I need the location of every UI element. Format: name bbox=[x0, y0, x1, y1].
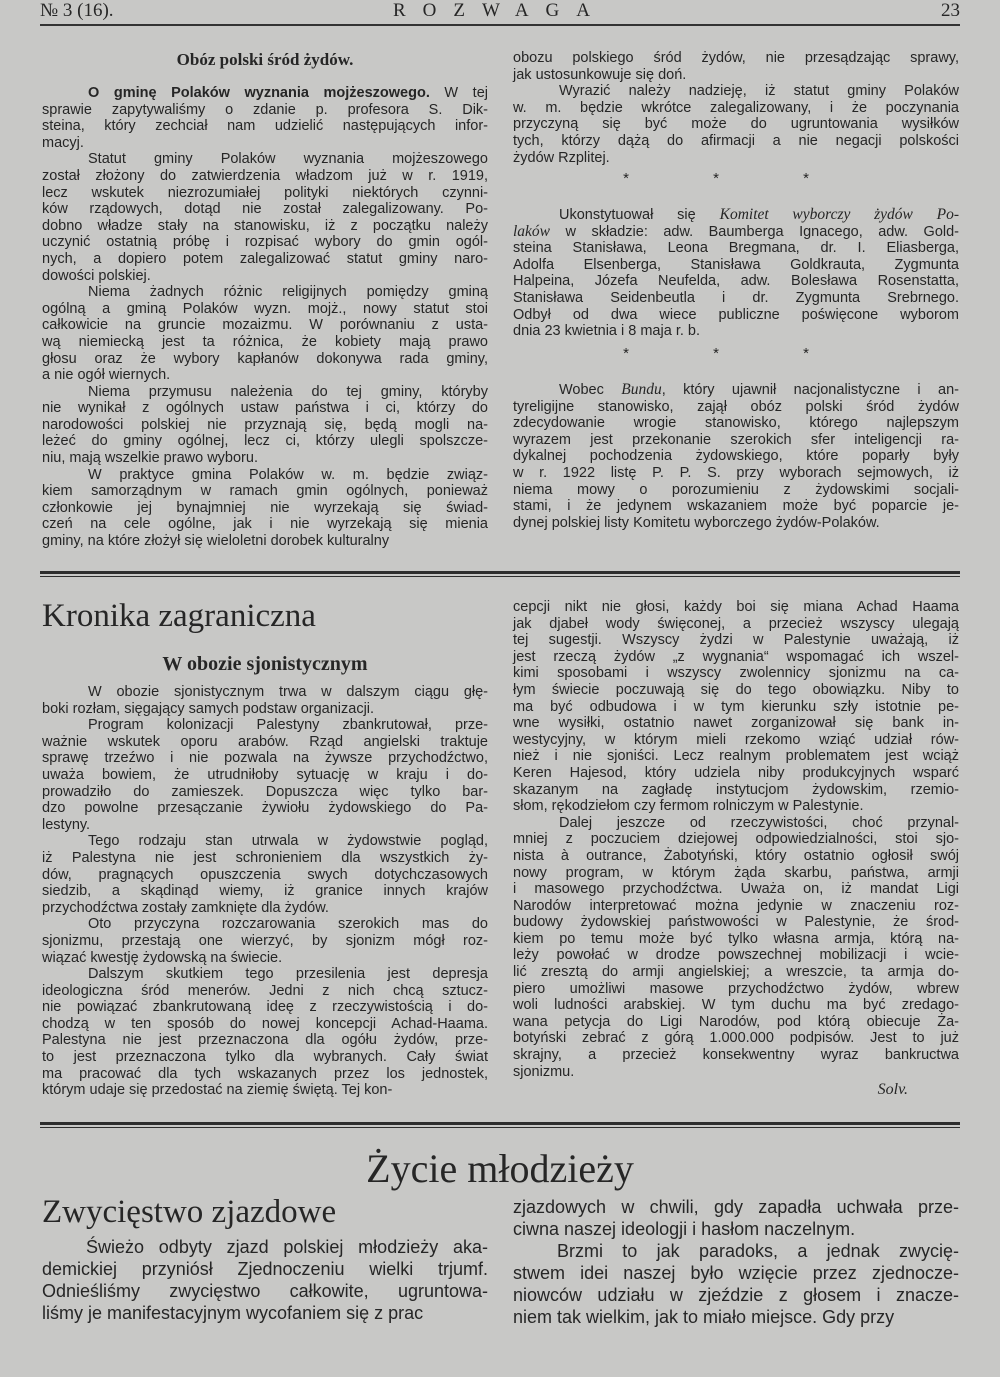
text-line: laków w składzie: adw. Baumberga Ignacego, adw. Gold- bbox=[513, 222, 959, 240]
paragraph bbox=[42, 717, 488, 833]
text-line: kimi sposobami i wszyscy zwolennicy sjonizmu na ca- bbox=[513, 665, 959, 682]
text-line: Odbył od dwa wiece publiczne poświęcone wyborom bbox=[513, 306, 959, 323]
article-title: Obóz polski śród żydów. bbox=[176, 50, 354, 69]
text-line: dykalnej pochodzenia żydowskiego, które poparły były bbox=[513, 448, 959, 465]
text-line: dobno władze stały na stanowisku, iż z początku należy bbox=[42, 217, 488, 234]
text-line: lić zresztą do armji angielskiej; a wreszcie, ta armja do- bbox=[513, 964, 959, 981]
text-line: nista à outrance, Żabotyński, który ostatnio ogłosił swój bbox=[513, 847, 959, 864]
text-line: prowadziło do zamieszek. Dopuszcza więc tylko bar- bbox=[42, 783, 488, 800]
section-heading: Kronika zagraniczna bbox=[42, 598, 316, 634]
paragraph bbox=[42, 966, 488, 1099]
text-line: głosu oraz że wybory kapłanów dokonywa rada gminy, bbox=[42, 350, 488, 367]
page-number: 23 bbox=[941, 0, 960, 21]
text-line: stwem idei naszej było wzięcie przez zjednocze- bbox=[513, 1263, 959, 1283]
page-header bbox=[40, 0, 960, 26]
text-line: botyński zebrać z górą 1.000.000 podpisów. Jest to już bbox=[513, 1030, 959, 1047]
text-line: Brzmi to jak paradoks, a jednak zwycię- bbox=[557, 1241, 959, 1261]
text-line: przychodźctwa zostały zamknięte dla żydów. bbox=[42, 899, 329, 916]
text-line: wiązać kwestję żydowską na świecie. bbox=[42, 949, 283, 966]
text-line: sjonizmu. bbox=[513, 1063, 575, 1080]
text-line: nowy program, w którym żąda skarbu, państwa, armji bbox=[513, 864, 959, 881]
paragraph bbox=[513, 83, 959, 166]
text-line: w r. 1922 listę P. P. S. przy wyborach sejmowych, iż bbox=[513, 464, 959, 481]
section-divider bbox=[40, 1122, 960, 1128]
text-line: W obozie sjonistycznym trwa w dalszym ciągu głę- bbox=[88, 684, 488, 700]
paragraph bbox=[513, 382, 959, 531]
text-line: Wyrazić należy nadzieję, iż statut gminy Polaków bbox=[559, 83, 959, 100]
text-line: nie powiązać zbankrutowaną ideę z rzeczywistością i do- bbox=[42, 999, 488, 1016]
article-column-right bbox=[513, 599, 959, 1080]
text-line: słom, rękodziełom czy fermom rolniczym w Palestynie. bbox=[513, 798, 864, 815]
text-line: siedzib, a skądinąd wiemy, iż granice innych krajów bbox=[42, 883, 488, 900]
text-line: piero umożliwi masowe przychodźctwo żydów, wbrew bbox=[513, 980, 959, 997]
text-line: iż Palestyna nie jest schronieniem dla wszystkich ży- bbox=[42, 849, 488, 866]
text-line: skrajny, a przecież konsekwentny wyraz bankructwa bbox=[513, 1047, 959, 1064]
article-column-right bbox=[513, 1196, 959, 1328]
text-line: Stanisława Seidenbeutla i dr. Zygmunta Srebrnego. bbox=[513, 289, 959, 306]
text-line: W praktyce gmina Polaków w. m. będzie związ- bbox=[88, 466, 488, 483]
text-line: niu, mają wszelkie prawo wyboru. bbox=[42, 450, 258, 467]
text-line: sprawie zapytywaliśmy o zdanie p. profesora S. Dik- bbox=[42, 101, 488, 118]
paragraph bbox=[42, 1236, 488, 1324]
text-line: skazanym na zagładę instytucjom żydowskim, rzemio- bbox=[513, 781, 959, 798]
paragraph bbox=[513, 815, 959, 1081]
text-line: niem tak wielkim, jak to miało miejsce. Gdy przy bbox=[513, 1307, 895, 1327]
article-column-right bbox=[513, 50, 959, 166]
paragraph bbox=[42, 833, 488, 916]
text-line: Program kolonizacji Palestyny zbankrutował, prze- bbox=[88, 717, 488, 734]
text-line: sjonizmu, przestają one wierzyć, by sjonizm mógł roz- bbox=[42, 932, 488, 949]
article-column-left bbox=[42, 85, 488, 550]
article-column-left bbox=[42, 684, 488, 1099]
italic-text: Komitet wyborczy żydów Po- bbox=[719, 206, 959, 223]
text-line: Keren Hajesod, który udziela niby produkcyjnych wsparć bbox=[513, 764, 959, 781]
text-line: wana petycja do Ligi Narodów, pod którą obiecuje Ża- bbox=[513, 1013, 959, 1030]
text-line: Palestyna nie jest przeznaczona dla ogółu żydów, prze- bbox=[42, 1032, 488, 1049]
text-line: sprawę trzeźwo i nie pozwala na żywsze przychodźctwo, bbox=[42, 750, 488, 767]
text-line: Statut gminy Polaków wyznania mojżeszowego bbox=[88, 151, 488, 168]
masthead: ROZWAGA bbox=[393, 0, 607, 21]
text-line: Niema żadnych różnic religijnych pomiędzy gminą bbox=[88, 284, 488, 301]
text-line: cepcji nikt nie głosi, każdy boi się miana Achad Haama bbox=[513, 599, 959, 615]
text-line: jest rzeczą żydów „z wygnania“ wspomagać ich wszel- bbox=[513, 648, 959, 665]
text-line: kiem samorządnym w ramach gmin ogólnych, ponieważ bbox=[42, 483, 488, 500]
text-line: członkowie jej bynajmniej nie wyrzekają się świad- bbox=[42, 499, 488, 516]
text-line: Oto przyczyna rozczarowania szerokich mas do bbox=[88, 916, 488, 933]
text-line: macyj. bbox=[42, 134, 84, 151]
text-line: Wobec Bundu, który ujawnił nacjonalistyczne i an- bbox=[559, 381, 959, 398]
paragraph bbox=[42, 684, 488, 717]
text-line: chodzą w ten sposób do nowej koncepcji Achad-Haama. bbox=[42, 1015, 488, 1032]
text-line: narodowości polskiej nie przyznają się, będą mogli na- bbox=[42, 416, 488, 433]
paragraph bbox=[513, 1240, 959, 1328]
text-line: liśmy je manifestacyjnym wycofaniem się z prac bbox=[42, 1303, 424, 1323]
text-line: mniej z poczuciem dziejowej odpowiedzialności, stoi sjo- bbox=[513, 831, 959, 848]
text-line: leżeć do gminy ogólnej, lecz ci, którzy ulegli spolszcze- bbox=[42, 433, 488, 450]
text-line: którym udaje się przedostać na ziemię świętą. Tej kon- bbox=[42, 1082, 393, 1099]
paragraph bbox=[513, 599, 959, 815]
text-line: O gminę Polaków wyznania mojżeszowego. W tej bbox=[88, 85, 488, 101]
text-line: obozu polskiego śród żydów, nie przesądzając sprawy, bbox=[513, 50, 959, 66]
text-line: wyrazem jest przekonanie szerokich sfer inteligencji ra- bbox=[513, 431, 959, 448]
article-column-left bbox=[42, 1236, 488, 1324]
section-separator-stars: * * * bbox=[623, 170, 849, 187]
text-line: zdecydowanie wrogie stanowisko, którego najlepszym bbox=[513, 415, 959, 432]
text-line: ków rządowych, dotąd nie został zalegalizowany. Po- bbox=[42, 201, 488, 218]
paragraph bbox=[42, 284, 488, 384]
text-line: nych, a dopiero potem zalegalizować statut gminy naro- bbox=[42, 250, 488, 267]
text-line: Adolfa Elsenberga, Stanisława Goldkrauta, Zygmunta bbox=[513, 256, 959, 273]
text-line: przyczyną się być może do ugruntowania wysiłków bbox=[513, 116, 959, 133]
text-line: kiem po temu może być tylko własna armja, którą na- bbox=[513, 930, 959, 947]
paragraph bbox=[513, 50, 959, 83]
text-line: uczynić ostatnią próbę i rozpisać wybory do gmin ogól- bbox=[42, 234, 488, 251]
text-line: i masowego przychodźctwa. Uważa on, iż mandat Ligi bbox=[513, 881, 959, 898]
text-line: to jest przeznaczona tylko dla wybranych. Cały świat bbox=[42, 1049, 488, 1066]
text-line: dzo powolne przesączanie żywiołu żydowskiego do Pa- bbox=[42, 800, 488, 817]
section-heading: Życie młodzieży bbox=[366, 1146, 634, 1191]
text-line: tyreligijne stanowisko, zajął obóz polski śród żydów bbox=[513, 398, 959, 415]
author-signature: Solv. bbox=[877, 1081, 908, 1098]
section-divider bbox=[40, 571, 960, 577]
text-line: jak djabeł wody święconej, a przecież wszyscy ulegają bbox=[513, 615, 959, 632]
text-line: Odnieśliśmy zwycięstwo całkowite, ugruntowa- bbox=[42, 1281, 488, 1301]
paragraph bbox=[42, 384, 488, 467]
text-line: Świeżo odbyty zjazd polskiej młodzieży aka- bbox=[86, 1237, 488, 1257]
issue-number: № 3 (16). bbox=[40, 0, 114, 21]
text-line: nie wynikał z ogólnych ustaw państwa i ci, którzy do bbox=[42, 400, 488, 417]
text-line: demickiej przyniósł Zjednoczeniu wielki trjumf. bbox=[42, 1259, 488, 1279]
paragraph bbox=[42, 467, 488, 550]
text-line: łym świecie poczuwają się do tego obowiązku. Niby to bbox=[513, 681, 959, 698]
text-line: steina, który zechciał nam udzielić następujących infor- bbox=[42, 118, 488, 135]
text-line: tych, którzy dążą do afirmacji a nie negacji polskości bbox=[513, 132, 959, 149]
bund-notice bbox=[513, 382, 959, 531]
section-separator-stars: * * * bbox=[623, 345, 849, 362]
text-line: lestyny. bbox=[42, 816, 91, 833]
paragraph bbox=[42, 916, 488, 966]
italic-text: laków bbox=[513, 222, 551, 240]
text-line: ważnie wskutek oporu arabów. Rząd angielski traktuje bbox=[42, 733, 488, 750]
paragraph bbox=[42, 85, 488, 151]
text-line: całkowicie na gruncie mozaizmu. W porównaniu z usta- bbox=[42, 317, 488, 334]
text-line: dnia 23 kwietnia i 8 maja r. b. bbox=[513, 323, 700, 340]
text-line: nież i nie sjoniści. Lecz realnym problematem jest wciąż bbox=[513, 748, 959, 765]
text-line: wne wysiłki, ostatnio nawet zorganizował się bank in- bbox=[513, 715, 959, 732]
text-line: Dalszym skutkiem tego przesilenia jest depresja bbox=[88, 966, 488, 983]
text-line: jak ustosunkowuje się doń. bbox=[513, 66, 687, 83]
paragraph bbox=[513, 1196, 959, 1240]
text-line: Halpeina, Józefa Neufelda, adw. Bolesława Rosenstatta, bbox=[513, 273, 959, 290]
text-line: w. m. będzie wkrótce zalegalizowany, i że poczynania bbox=[513, 99, 959, 116]
text-line: niema mowy o porozumieniu z żydowskimi socjali- bbox=[513, 481, 959, 498]
paragraph bbox=[42, 151, 488, 284]
text-line: lecz wskutek niezrozumiałej polityki niektórych czynni- bbox=[42, 184, 488, 201]
article-title: Zwycięstwo zjazdowe bbox=[42, 1194, 337, 1230]
text-line: Tego rodzaju stan utrwala w żydowstwie pogląd, bbox=[88, 833, 488, 850]
text-line: leży powołać w drodze powszechnej mobilizacji i wcie- bbox=[513, 947, 959, 964]
text-line: ciwna naszej ideologji i hasłom naczelnym. bbox=[513, 1219, 856, 1239]
text-line: ogólną a gminą Polaków wyzn. mojż., nowy statut stoi bbox=[42, 300, 488, 317]
text-line: uważa bowiem, że utrudniłoby sytuację w kraju i do- bbox=[42, 766, 488, 783]
text-line: budowy żydowskiej państwowości w Palestynie, że środ- bbox=[513, 914, 959, 931]
text-line: dów, pragnących opuszczenia swych dotychczasowych bbox=[42, 866, 488, 883]
text-line: woli ludności arabskiej. W tym duchu ma być zredago- bbox=[513, 997, 959, 1014]
text-line: boki rozłam, sięgający samych podstaw organizacji. bbox=[42, 700, 375, 717]
text-line: zjazdowych w chwili, gdy zapadła uchwała prze- bbox=[513, 1197, 959, 1217]
text-line: ma być odbudowa i w tym kierunku szły istotnie pe- bbox=[513, 698, 959, 715]
text-line: wą niemiecką jest ta różnica, że kobiety mają prawo bbox=[42, 333, 488, 350]
text-line: stami, i że jedynem wskazaniem może być poparcie je- bbox=[513, 498, 959, 515]
text-line: Dalej jeszcze od rzeczywistości, choć przynal- bbox=[559, 814, 959, 831]
paragraph bbox=[513, 207, 959, 340]
article-title: W obozie sjonistycznym bbox=[162, 653, 368, 675]
text-line: został złożony do zatwierdzenia władzom już w r. 1919, bbox=[42, 167, 488, 184]
text-line: gminy, na które złożył się wieloletni dorobek kulturalny bbox=[42, 533, 390, 550]
text-line: Ukonstytuował się Komitet wyborczy żydów Po- bbox=[559, 206, 959, 223]
text-line: żydów Rzplitej. bbox=[513, 149, 610, 166]
text-line: dowości polskiej. bbox=[42, 267, 151, 284]
text-line: tej sugestji. Wszyscy żydzi w Palestynie uważają, iż bbox=[513, 632, 959, 649]
text-line: Niema przymusu należenia do tej gminy, któryby bbox=[88, 383, 488, 400]
committee-notice bbox=[513, 207, 959, 340]
text-line: steina Stanisława, Leona Bregmana, dr. I. Eliasberga, bbox=[513, 240, 959, 257]
text-line: Narodów interpretować można jedynie w znaczeniu roz- bbox=[513, 897, 959, 914]
text-line: czeń na cele ogólne, jak i nie wyrzekają się mienia bbox=[42, 516, 488, 533]
text-line: ma pracować dla tych wskazanych przez los jednostek, bbox=[42, 1065, 488, 1082]
text-line: niowców udziału w zjeździe z głosem i znacze- bbox=[513, 1285, 959, 1305]
italic-text: Bundu bbox=[621, 381, 662, 398]
text-line: a nie ogół wiernych. bbox=[42, 367, 171, 384]
text-line: dynej polskiej listy Komitetu wyborczego żydów-Polaków. bbox=[513, 514, 880, 531]
bold-lead: O gminę Polaków wyznania mojżeszowego. bbox=[88, 85, 430, 101]
text-line: ideologiczna śród menerów. Jedni z nich chcą sztucz- bbox=[42, 982, 488, 999]
text-line: westycyjny, w którym mieli rzekomo wziąć udział rów- bbox=[513, 731, 959, 748]
